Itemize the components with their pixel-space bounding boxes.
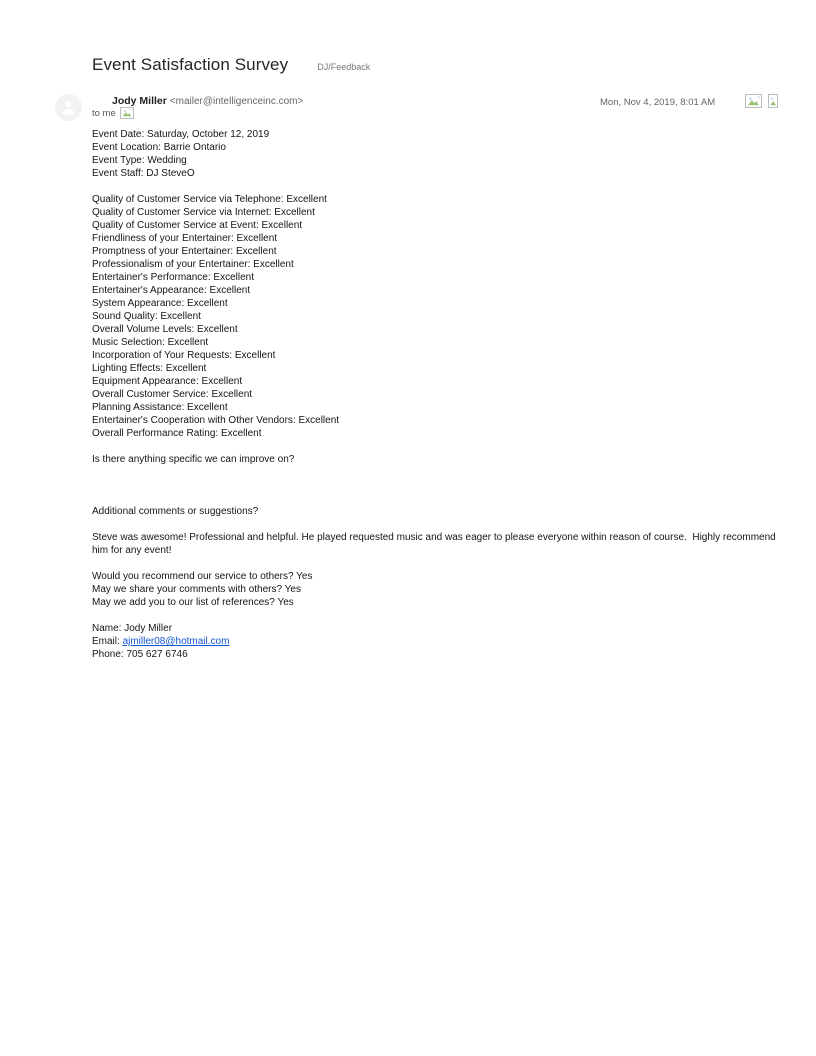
person-silhouette-icon [58,97,79,118]
subject-row [92,55,370,75]
email-label-chip: DJ/Feedback [317,62,371,72]
rating-line: System Appearance: Excellent [92,298,228,309]
event-detail-line: Event Staff: DJ SteveO [92,168,195,179]
rating-line: Overall Performance Rating: Excellent [92,428,262,439]
show-details-broken-image-icon[interactable] [120,107,134,119]
star-broken-image-icon[interactable] [745,94,762,108]
improve-question: Is there anything specific we can improve on? [92,454,295,465]
rating-line: Entertainer's Appearance: Excellent [92,285,251,296]
followup-line: May we add you to our list of references? Yes [92,597,294,608]
rating-line: Overall Customer Service: Excellent [92,389,253,400]
rating-line: Lighting Effects: Excellent [92,363,207,374]
rating-line: Entertainer's Performance: Excellent [92,272,254,283]
rating-line: Quality of Customer Service at Event: Excellent [92,220,303,231]
contact-phone-line: Phone: 705 627 6746 [92,649,188,660]
rating-line: Planning Assistance: Excellent [92,402,228,413]
sender-avatar [55,94,82,121]
sender-email: <mailer@intelligenceinc.com> [169,96,304,107]
comments-question: Additional comments or suggestions? [92,506,259,517]
rating-line: Promptness of your Entertainer: Excellent [92,246,277,257]
rating-line: Overall Volume Levels: Excellent [92,324,238,335]
contact-email-link[interactable]: ajmiller08@hotmail.com [122,636,230,647]
recipient-line [92,107,134,119]
rating-line: Friendliness of your Entertainer: Excellent [92,233,278,244]
comments-answer: Steve was awesome! Professional and helpful. He played requested music and was eager to please everyone within reason of course. Highly recommend him for any event! [92,532,779,556]
reply-broken-image-icon[interactable] [768,94,778,108]
rating-line: Equipment Appearance: Excellent [92,376,243,387]
email-body [92,128,784,661]
event-detail-line: Event Date: Saturday, October 12, 2019 [92,129,270,140]
followup-line: May we share your comments with others? Yes [92,584,301,595]
rating-line: Music Selection: Excellent [92,337,209,348]
sender-line [112,95,303,108]
contact-email-line [92,635,784,648]
sender-name: Jody Miller [112,95,167,107]
rating-line: Sound Quality: Excellent [92,311,201,322]
contact-name-line: Name: Jody Miller [92,623,173,634]
recipient-text: to me [92,107,116,119]
followup-line: Would you recommend our service to others? Yes [92,571,313,582]
event-detail-line: Event Location: Barrie Ontario [92,142,226,153]
email-field-label: Email: [92,636,123,647]
rating-line: Quality of Customer Service via Telephone: Excellent [92,194,327,205]
event-detail-line: Event Type: Wedding [92,155,187,166]
rating-line: Professionalism of your Entertainer: Excellent [92,259,294,270]
email-subject: Event Satisfaction Survey [92,55,289,74]
rating-line: Entertainer's Cooperation with Other Vendors: Excellent [92,415,340,426]
rating-line: Incorporation of Your Requests: Excellent [92,350,276,361]
rating-line: Quality of Customer Service via Internet: Excellent [92,207,315,218]
email-date: Mon, Nov 4, 2019, 8:01 AM [600,97,716,108]
